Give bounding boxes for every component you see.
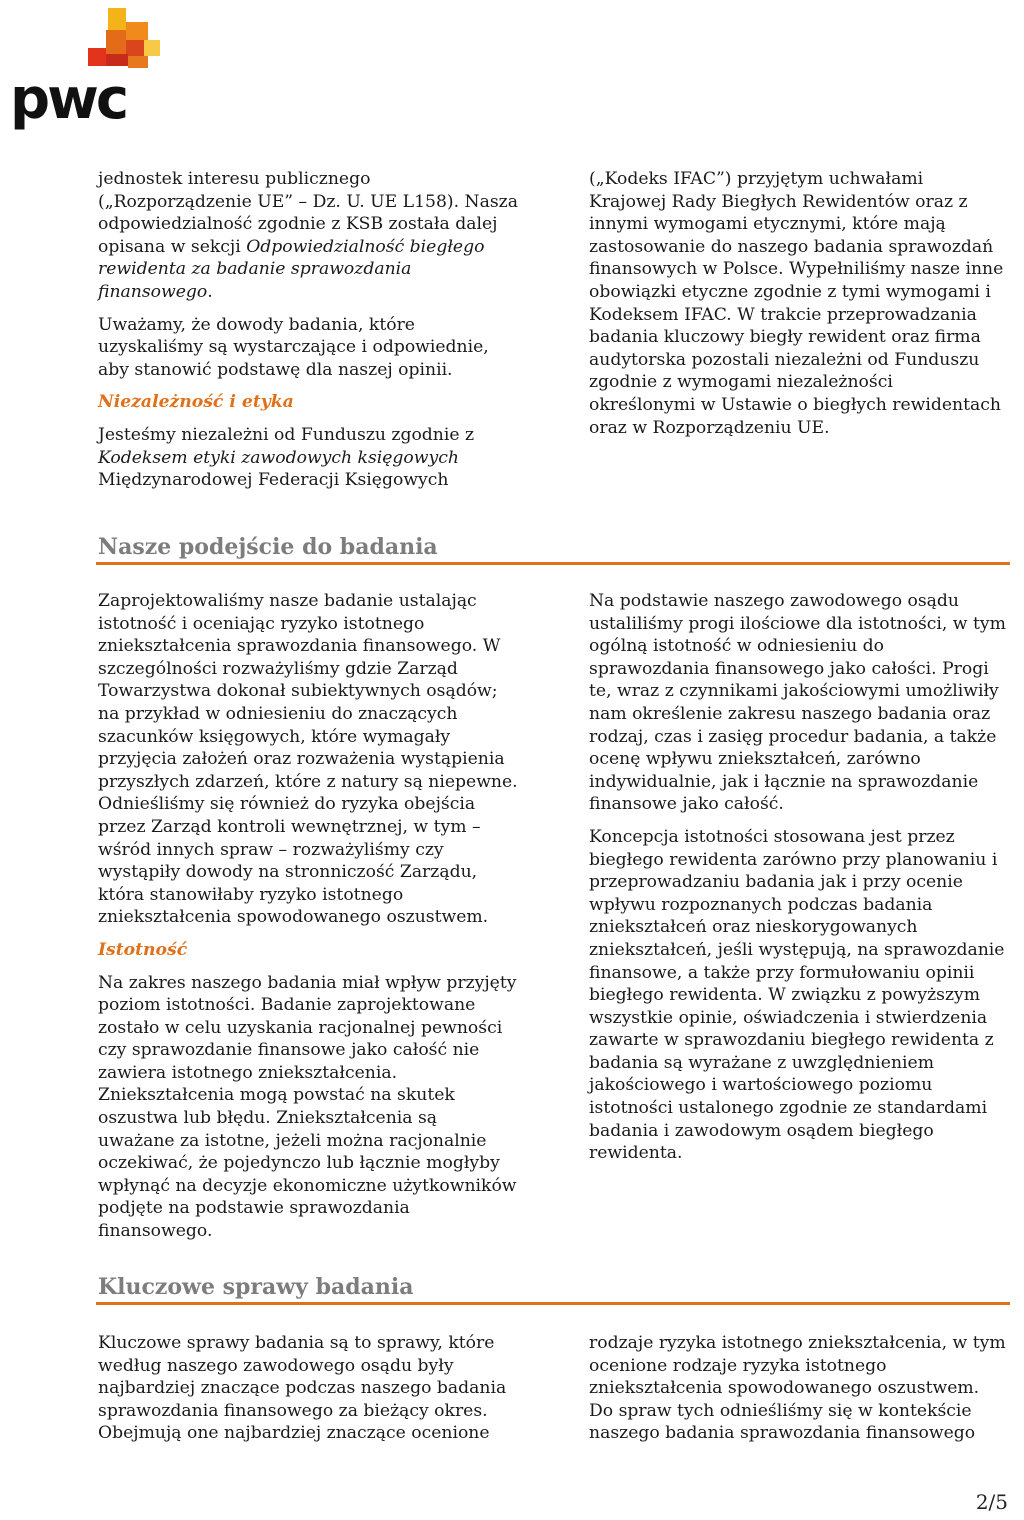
paragraph: Jesteśmy niezależni od Funduszu zgodnie z Kodeksem etyki zawodowych księgowych Międzynarodowej Federacji Księgowych <box>98 424 475 491</box>
page-number: 2/5 <box>975 1490 1008 1514</box>
section3-right-column <box>589 1332 1007 1455</box>
pwc-logo <box>10 8 160 132</box>
paragraph: Koncepcja istotności stosowana jest przez biegłego rewidenta zarówno przy planowaniu i przeprowadzaniu badania jak i przy ocenie wpływu rozpoznanych podczas badania zniekształceń oraz nieskorygowanych zniekształceń, jeśli występują, na sprawozdanie finansowe, a także przy formułowaniu opinii biegłego rewidenta. W związku z powyższym wszystkie opinie, oświadczenia i stwierdzenia zawarte w sprawozdaniu biegłego rewidenta z badania są wyrażane z uwzględnieniem jakościowego i wartościowego poziomu istotności ustalonego zgodnie ze standardami badania i zawodowym osądem biegłego rewidenta. <box>589 826 1005 1164</box>
section2-right-column <box>589 590 1007 1175</box>
paragraph: („Kodeks IFAC”) przyjętym uchwałami Krajowej Rady Biegłych Rewidentów oraz z innymi wymogami etycznymi, które mają zastosowanie do naszego badania sprawozdań finansowych w Polsce. Wypełniliśmy nasze inne obowiązki etyczne zgodnie z tymi wymogami i Kodeksem IFAC. W trakcie przeprowadzania badania kluczowy biegły rewident oraz firma audytorska pozostali niezależni od Funduszu zgodnie z wymogami niezależności określonymi w Ustawie o biegłych rewidentach oraz w Rozporządzeniu UE. <box>589 169 1004 438</box>
section-divider <box>96 562 1010 565</box>
paragraph: jednostek interesu publicznego („Rozporządzenie UE” – Dz. U. UE L158). Nasza odpowiedzialność zgodnie z KSB została dalej opisana w sekcji Odpowiedzialność biegłego rewidenta za badanie sprawozdania finansowego. <box>98 169 518 302</box>
section3-left-column <box>98 1332 518 1455</box>
subheading-materiality: Istotność <box>98 939 188 960</box>
section1-right-column <box>589 168 1004 449</box>
paragraph: Uważamy, że dowody badania, które uzyskaliśmy są wystarczające i odpowiednie, aby stanowić podstawę dla naszej opinii. <box>98 314 489 380</box>
paragraph: Zaprojektowaliśmy nasze badanie ustalając istotność i oceniając ryzyko istotnego zniekształcenia sprawozdania finansowego. W szczególności rozważyliśmy gdzie Zarząd Towarzystwa dokonał subiektywnych osądów; na przykład w odniesieniu do znaczących szacunków księgowych, które wymagały przyjęcia założeń oraz rozważenia wystąpienia przyszłych zdarzeń, które z natury są niepewne. Odnieśliśmy się również do ryzyka obejścia przez Zarząd kontroli wewnętrznej, w tym – wśród innych spraw – rozważyliśmy czy wystąpiły dowody na stronniczość Zarządu, która stanowiłaby ryzyko istotnego zniekształcenia spowodowanego oszustwem. <box>98 591 518 928</box>
section-heading-approach: Nasze podejście do badania <box>98 534 438 560</box>
paragraph: Kluczowe sprawy badania są to sprawy, które według naszego zawodowego osądu były najbardziej znaczące podczas naszego badania sprawozdania finansowego za bieżący okres. Obejmują one najbardziej znaczące ocenione <box>98 1333 507 1444</box>
section-divider <box>96 1302 1010 1305</box>
paragraph: rodzaje ryzyka istotnego zniekształcenia, w tym ocenione rodzaje ryzyka istotnego zniekształcenia spowodowanego oszustwem. Do spraw tych odnieśliśmy się w kontekście naszego badania sprawozdania finansowego <box>589 1333 1006 1444</box>
section-heading-key-matters: Kluczowe sprawy badania <box>98 1274 414 1300</box>
paragraph: Na podstawie naszego zawodowego osądu ustaliliśmy progi ilościowe dla istotności, w tym ogólną istotność w odniesieniu do sprawozdania finansowego jako całości. Progi te, wraz z czynnikami jakościowymi umożliwiły nam określenie zakresu naszego badania oraz rodzaj, czas i zasięg procedur badania, a także ocenę wpływu zniekształceń, zarówno indywidualnie, jak i łącznie na sprawozdanie finansowe jako całość. <box>589 591 1006 815</box>
paragraph: Na zakres naszego badania miał wpływ przyjęty poziom istotności. Badanie zaprojektowane zostało w celu uzyskania racjonalnej pewności czy sprawozdanie finansowe jako całość nie zawiera istotnego zniekształcenia. Zniekształcenia mogą powstać na skutek oszustwa lub błędu. Zniekształcenia są uważane za istotne, jeżeli można racjonalnie oczekiwać, że pojedynczo lub łącznie mogłyby wpłynąć na decyzje ekonomiczne użytkowników podjęte na podstawie sprawozdania finansowego. <box>98 972 517 1242</box>
section1-left-column <box>98 168 518 502</box>
subheading-independence: Niezależność i etyka <box>98 392 294 413</box>
pwc-wordmark: pwc <box>10 67 127 132</box>
section2-left-column <box>98 590 518 1253</box>
